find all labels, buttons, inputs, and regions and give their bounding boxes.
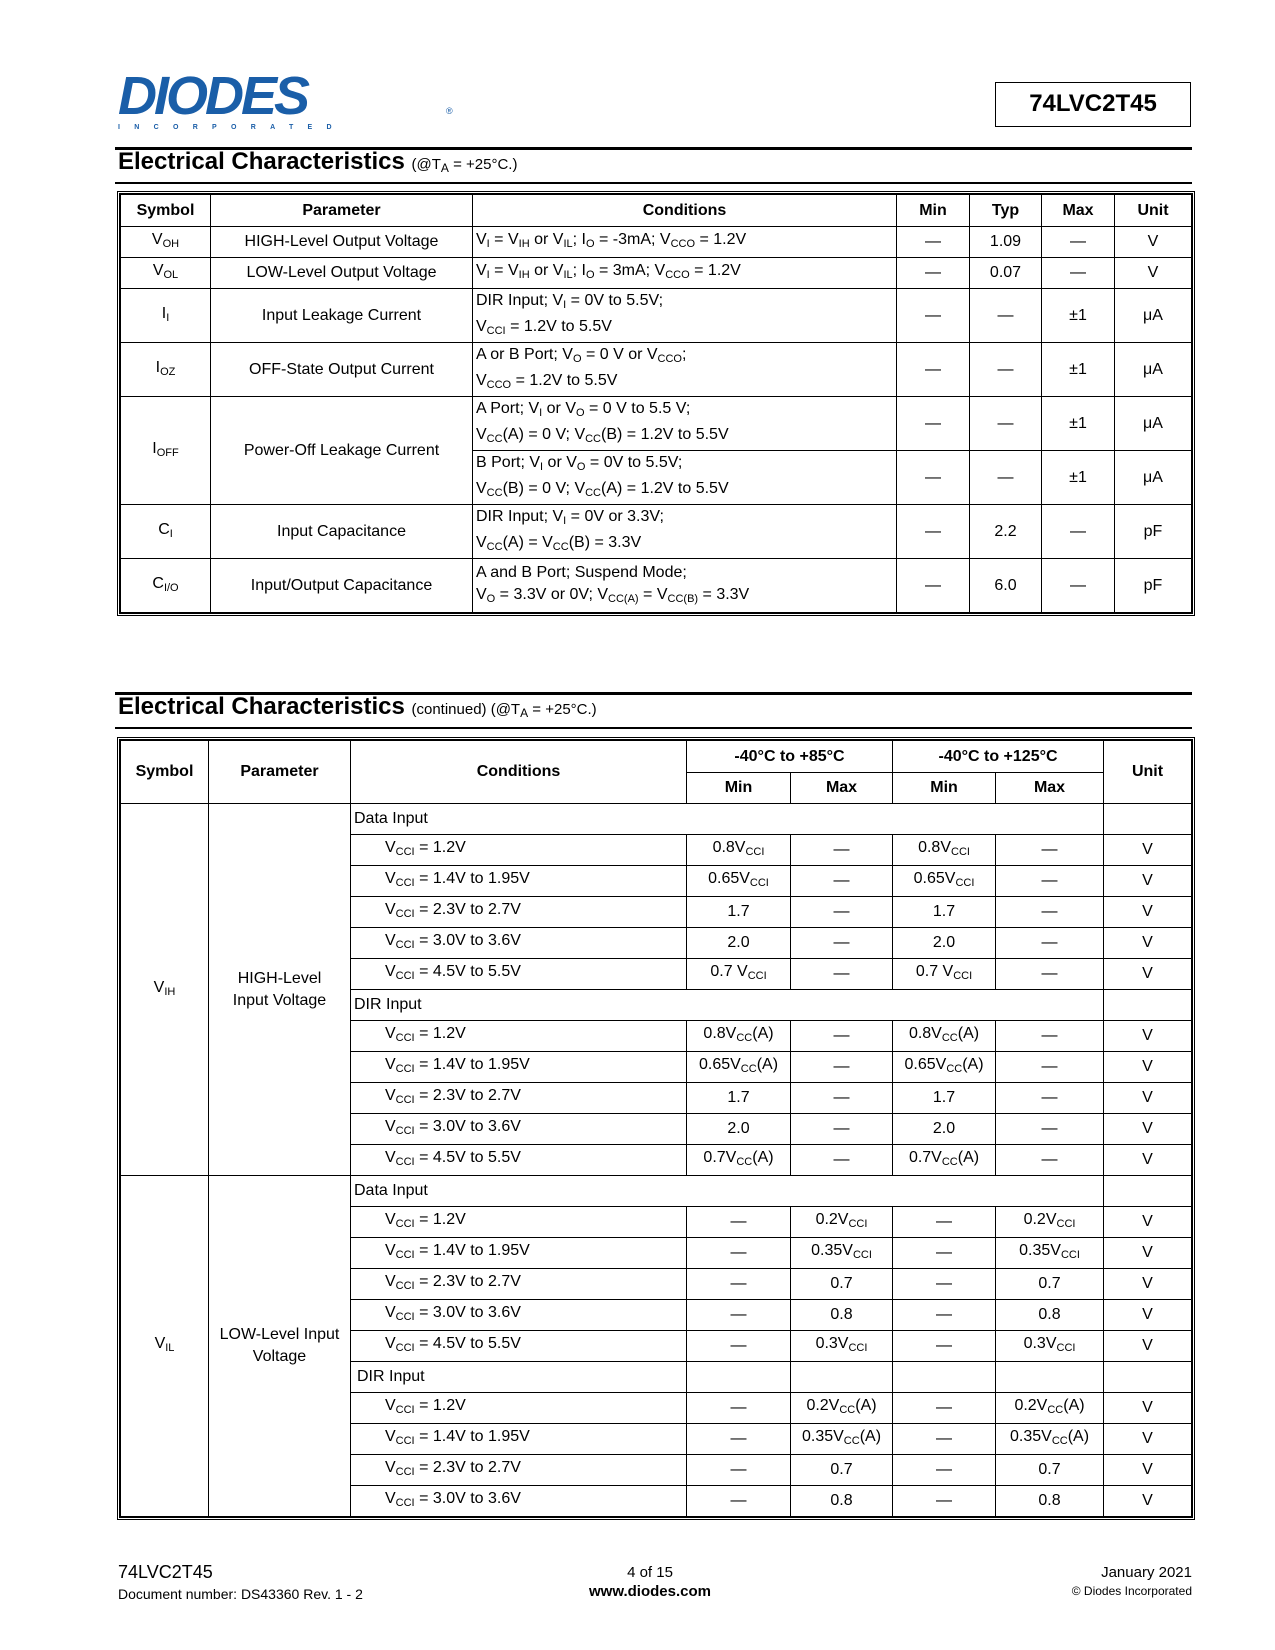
table-row: B Port; VI or VO = 0V to 5.5V; VCC(B) = 0 V; VCC(A) = 1.2V to 5.5V — — ±1 μA: [121, 451, 1192, 505]
header-min: Min: [893, 773, 996, 804]
header-conditions: Conditions: [473, 195, 897, 227]
header-parameter: Parameter: [209, 741, 351, 804]
section1-title: Electrical Characteristics $(@T_A = +25^\circ C.)$: [118, 148, 518, 175]
electrical-characteristics-table: [117, 191, 1195, 616]
table-row: VCCI = 1.2V — 0.2VCCI — 0.2VCCI V: [121, 1207, 1192, 1238]
part-number-box: 74LVC2T45: [995, 82, 1191, 127]
registered-mark: ®: [446, 106, 453, 116]
header-max: Max: [1042, 195, 1115, 227]
footer-part: 74LVC2T45: [118, 1562, 213, 1582]
table-row: VOL LOW-Level Output Voltage VI = VIH or VIL; IO = 3mA; VCCO = 1.2V — 0.07 — V: [121, 258, 1192, 289]
table-row: CI Input Capacitance DIR Input; VI = 0V or 3.3V; VCC(A) = VCC(B) = 3.3V — 2.2 — pF: [121, 505, 1192, 559]
table-row: CI/O Input/Output Capacitance A and B Port; Suspend Mode; VO = 3.3V or 0V; VCC(A) = VCC(B) = 3.3V — 6.0 — pF: [121, 559, 1192, 613]
section1-bottom-rule: [115, 182, 1192, 184]
header-min: Min: [897, 195, 970, 227]
table-row: IOFF Power-Off Leakage Current A Port; VI or VO = 0 V to 5.5 V; VCC(A) = 0 V; VCC(B) = 1.2V to 5.5V — — ±1 μA: [121, 397, 1192, 451]
table-row: VIH HIGH-Level Input Voltage Data Input: [121, 804, 1192, 835]
footer-date: January 2021: [1101, 1564, 1192, 1581]
header-range-85: -40°C to +85°C: [687, 741, 893, 773]
header-unit: Unit: [1115, 195, 1192, 227]
section2-bottom-rule: [115, 727, 1192, 729]
table-row: VCCI = 2.3V to 2.7V 1.7 — 1.7 — V: [121, 897, 1192, 928]
header-min: Min: [687, 773, 791, 804]
table-row: VCCI = 3.0V to 3.6V 2.0 — 2.0 — V: [121, 1114, 1192, 1145]
header-symbol: Symbol: [121, 195, 211, 227]
header-range-125: -40°C to +125°C: [893, 741, 1104, 773]
header-parameter: Parameter: [211, 195, 473, 227]
table-row: VCCI = 4.5V to 5.5V — 0.3VCCI — 0.3VCCI V: [121, 1331, 1192, 1362]
header-conditions: Conditions: [351, 741, 687, 804]
header-typ: Typ: [970, 195, 1042, 227]
table-row: DIR Input: [121, 990, 1192, 1021]
section2-title: Electrical Characteristics (continued) $(@T_A = +25^\circ C.)$: [118, 693, 597, 720]
table-row: VCCI = 2.3V to 2.7V 1.7 — 1.7 — V: [121, 1083, 1192, 1114]
logo-wordmark: DIODES: [118, 66, 308, 126]
table-row: VCCI = 3.0V to 3.6V 2.0 — 2.0 — V: [121, 928, 1192, 959]
header-max: Max: [996, 773, 1104, 804]
table-row: VCCI = 1.4V to 1.95V — 0.35VCC(A) — 0.35VCC(A) V: [121, 1424, 1192, 1455]
footer-website[interactable]: www.diodes.com: [589, 1583, 711, 1600]
header-max: Max: [791, 773, 893, 804]
table-row: VCCI = 2.3V to 2.7V — 0.7 — 0.7 V: [121, 1269, 1192, 1300]
table-row: VCCI = 1.2V 0.8VCC(A) — 0.8VCC(A) — V: [121, 1021, 1192, 1052]
table-row: II Input Leakage Current DIR Input; VI = 0V to 5.5V; VCCI = 1.2V to 5.5V — — ±1 μA: [121, 289, 1192, 343]
table-row: VCCI = 1.4V to 1.95V 0.65VCCI — 0.65VCCI — V: [121, 866, 1192, 897]
table-row: VCCI = 1.4V to 1.95V — 0.35VCCI — 0.35VCCI V: [121, 1238, 1192, 1269]
table-row: DIR Input: [121, 1362, 1192, 1393]
electrical-characteristics-continued-table: [117, 737, 1195, 1520]
header-unit: Unit: [1104, 741, 1192, 804]
table-row: IOZ OFF-State Output Current A or B Port; VO = 0 V or VCCO; VCCO = 1.2V to 5.5V — — ±1 μA: [121, 343, 1192, 397]
footer-copyright: © Diodes Incorporated: [1071, 1584, 1192, 1598]
header-symbol: Symbol: [121, 741, 209, 804]
footer-doc-number: Document number: DS43360 Rev. 1 - 2: [118, 1586, 363, 1602]
diodes-logo: [118, 66, 453, 132]
table-row: VCCI = 1.2V 0.8VCCI — 0.8VCCI — V: [121, 835, 1192, 866]
table-row: VCCI = 3.0V to 3.6V — 0.8 — 0.8 V: [121, 1300, 1192, 1331]
table-row: VCCI = 1.2V — 0.2VCC(A) — 0.2VCC(A) V: [121, 1393, 1192, 1424]
table-row: VCCI = 4.5V to 5.5V 0.7 VCCI — 0.7 VCCI — V: [121, 959, 1192, 990]
table-row: VCCI = 4.5V to 5.5V 0.7VCC(A) — 0.7VCC(A) — V: [121, 1145, 1192, 1176]
table-row: VCCI = 2.3V to 2.7V — 0.7 — 0.7 V: [121, 1455, 1192, 1486]
footer-page: 4 of 15: [627, 1564, 673, 1581]
table-row: VCCI = 3.0V to 3.6V — 0.8 — 0.8 V: [121, 1486, 1192, 1517]
logo-subtext: INCORPORATED: [118, 124, 346, 131]
table-row: VCCI = 1.4V to 1.95V 0.65VCC(A) — 0.65VCC(A) — V: [121, 1052, 1192, 1083]
table-row: VIL LOW-Level Input Voltage Data Input: [121, 1176, 1192, 1207]
table-row: VOH HIGH-Level Output Voltage VI = VIH or VIL; IO = -3mA; VCCO = 1.2V — 1.09 — V: [121, 227, 1192, 258]
